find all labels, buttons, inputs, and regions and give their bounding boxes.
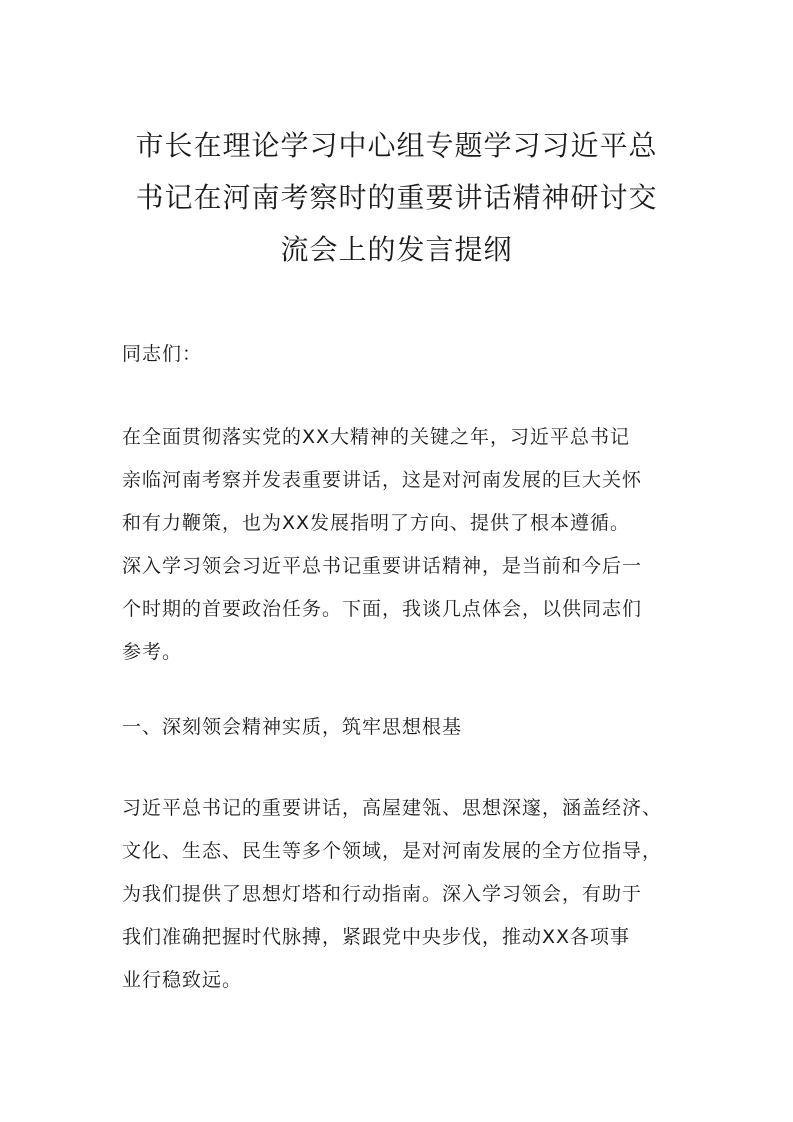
title-line: 流会上的发言提纲 (280, 233, 513, 266)
paragraph-line: 参考。 (122, 641, 183, 663)
paragraph-line: 亲临河南考察并发表重要讲话，这是对河南发展的巨大关怀 (122, 469, 643, 491)
paragraph-line: 文化、生态、民生等多个领域，是对河南发展的全方位指导， (122, 840, 663, 862)
document-title (90, 120, 703, 276)
paragraph-line: 和有力鞭策，也为XX发展指明了方向、提供了根本遵循。 (122, 512, 631, 534)
greeting (122, 333, 682, 376)
greeting-text: 同志们： (122, 343, 203, 365)
paragraph-line: 业行稳致远。 (122, 969, 243, 991)
intro-paragraph (122, 416, 682, 674)
paragraph-line: 为我们提供了思想灯塔和行动指南。深入学习领会，有助于 (122, 883, 643, 905)
paragraph-line: 我们准确把握时代脉搏，紧跟党中央步伐，推动XX各项事 (122, 926, 631, 948)
section-heading (122, 706, 682, 749)
paragraph-line: 习近平总书记的重要讲话，高屋建瓴、思想深邃，涵盖经济、 (122, 797, 663, 819)
paragraph-line: 在全面贯彻落实党的XX大精神的关键之年，习近平总书记 (122, 426, 631, 448)
paragraph-line: 个时期的首要政治任务。下面，我谈几点体会，以供同志们 (122, 598, 643, 620)
paragraph-line: 深入学习领会习近平总书记重要讲话精神，是当前和今后一 (122, 555, 643, 577)
section-paragraph (122, 787, 682, 1002)
title-line: 书记在河南考察时的重要讲话精神研讨交 (135, 181, 658, 214)
title-line: 市长在理论学习中心组专题学习习近平总 (135, 129, 658, 162)
section-heading-text: 一、深刻领会精神实质，筑牢思想根基 (122, 716, 463, 738)
